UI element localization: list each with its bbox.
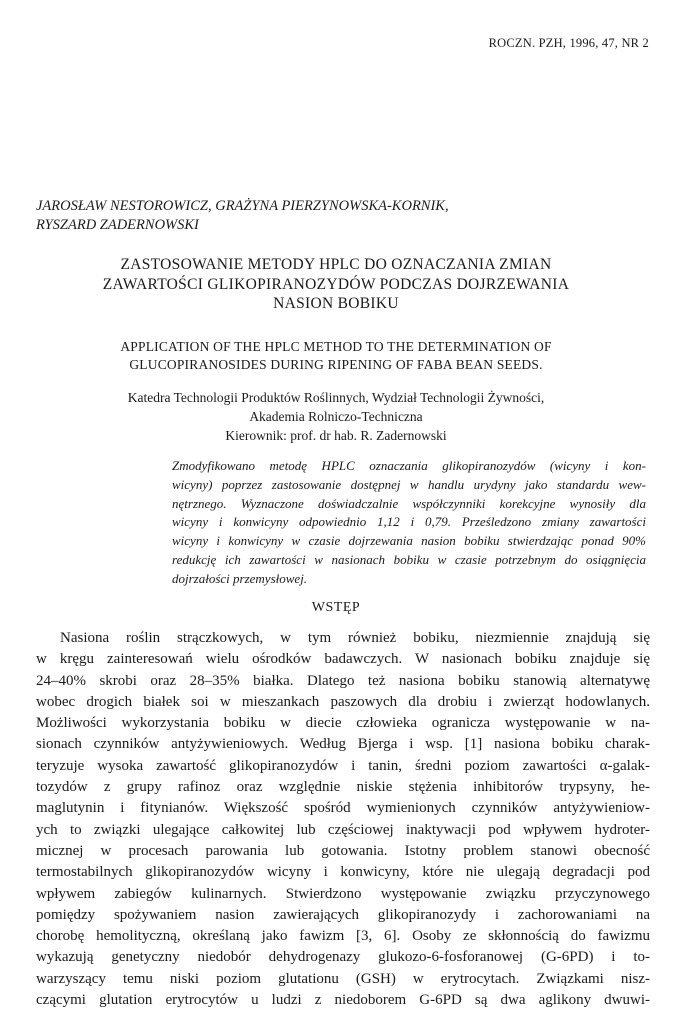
author-line: RYSZARD ZADERNOWSKI (36, 217, 199, 233)
journal-reference: ROCZN. PZH, 1996, 47, NR 2 (488, 36, 649, 50)
body-line: 24–40% skrobi oraz 28–35% białka. Dlatego też nasiona bobiku stanowią alternatywę (36, 672, 650, 689)
body-line: tozydów z grupy rafinoz oraz względnie niskie stężenia inhibitorów trypsyny, he- (36, 779, 650, 796)
abstract-line: wicyny i konwicyny odpowiednio 1,12 i 0,79. Prześledzono zmiany zawartości (172, 514, 646, 530)
body-line: micznej w procesach parowania lub gotowania. Istotny problem stanowi obecność (36, 842, 650, 859)
abstract-line: wicyny i konwicyny w czasie dojrzewania nasion bobiku stwierdzając ponad 90% (172, 533, 646, 549)
body-line: termostabilnych glikopiranozydów wicyny i konwicyny, które nie ulegają degradacji pod (36, 864, 650, 881)
body-line: czącymi glutation erytrocytów u ludzi z niedoborem G-6PD są dwa aglikony dwuwi- (36, 992, 650, 1009)
title-polish (36, 255, 636, 314)
affiliation-line: Katedra Technologii Produktów Roślinnych, Wydział Technologii Żywności, (127, 390, 545, 405)
author-line: JAROSŁAW NESTOROWICZ, GRAŻYNA PIERZYNOWSKA-KORNIK, (36, 198, 449, 214)
body-line: pomiędzy spożywaniem nasion zawierających glikopiranozydy i zachorowaniami na (36, 906, 650, 923)
abstract (172, 457, 646, 589)
body-line: wykazują genetyczny niedobór dehydrogenazy glukozo-6-fosforanowej (G-6PD) i to- (36, 949, 650, 966)
title-line: APPLICATION OF THE HPLC METHOD TO THE DETERMINATION OF (120, 339, 552, 354)
body-line: Możliwości wykorzystania bobiku w diecie człowieka ogranicza występowanie w na- (36, 715, 650, 732)
body-line: warzyszący temu niski poziom glutationu (GSH) w erytrocytach. Związkami nisz- (36, 970, 650, 987)
abstract-line: Zmodyfikowano metodę HPLC oznaczania glikopiranozydów (wicyny i kon- (172, 458, 646, 473)
body-line: ych to związki ulegające całkowitej lub częściowej inaktywacji pod wpływem hydroter- (36, 821, 650, 838)
abstract-line: dojrzałości przemysłowej. (172, 570, 308, 586)
body-line: teryzuje wysoka zawartość glikopiranozydów i tanin, średni poziom zawartości α-galak- (36, 757, 650, 774)
title-line: ZAWARTOŚCI GLIKOPIRANOZYDÓW PODCZAS DOJRZEWANIA (102, 275, 570, 293)
title-english (36, 338, 636, 374)
affiliation (36, 388, 636, 445)
section-heading: WSTĘP (311, 600, 361, 615)
body-line: wobec drogich białek soi w mieszankach paszowych dla drobiu i zwierząt hodowlanych. (36, 693, 650, 710)
body-line: chorobę hemolityczną, określaną jako fawizm [3, 6]. Osoby ze skłonnością do fawizmu (36, 928, 650, 945)
affiliation-line: Kierownik: prof. dr hab. R. Zadernowski (225, 428, 447, 443)
abstract-line: nętrznego. Wyznaczone doświadczalnie współczynniki korekcyjne wynosiły dla (172, 495, 646, 511)
body-line: maglutynin i fitynianów. Większość spośród wymienionych czynników antyżywieniow- (36, 800, 650, 817)
body-text (36, 628, 650, 1011)
body-line: w kręgu zainteresowań wielu ośrodków badawczych. W nasionach bobiku znajduje się (36, 651, 650, 668)
affiliation-line: Akademia Rolniczo-Techniczna (249, 409, 423, 424)
title-line: NASION BOBIKU (273, 295, 399, 312)
title-line: GLUCOPIRANOSIDES DURING RIPENING OF FABA BEAN SEEDS. (129, 357, 543, 372)
body-line: wpływem zabiegów kulinarnych. Stwierdzono występowanie związku przyczynowego (36, 885, 650, 902)
title-line: ZASTOSOWANIE METODY HPLC DO OZNACZANIA ZMIAN (120, 256, 552, 273)
body-line: Nasiona roślin strączkowych, w tym również bobiku, niezmiennie znajdują się (60, 630, 650, 646)
body-line: sionach czynników antyżywieniowych. Według Bjerga i wsp. [1] nasiona bobiku charak- (36, 736, 650, 753)
author-list (36, 197, 636, 235)
abstract-line: redukcję ich zawartości w nasionach bobiku w czasie potrzebnym do osiągnięcia (172, 551, 646, 567)
abstract-line: wicyny) poprzez zastosowanie dostępnej w handlu urydyny jako standardu wew- (172, 476, 646, 492)
